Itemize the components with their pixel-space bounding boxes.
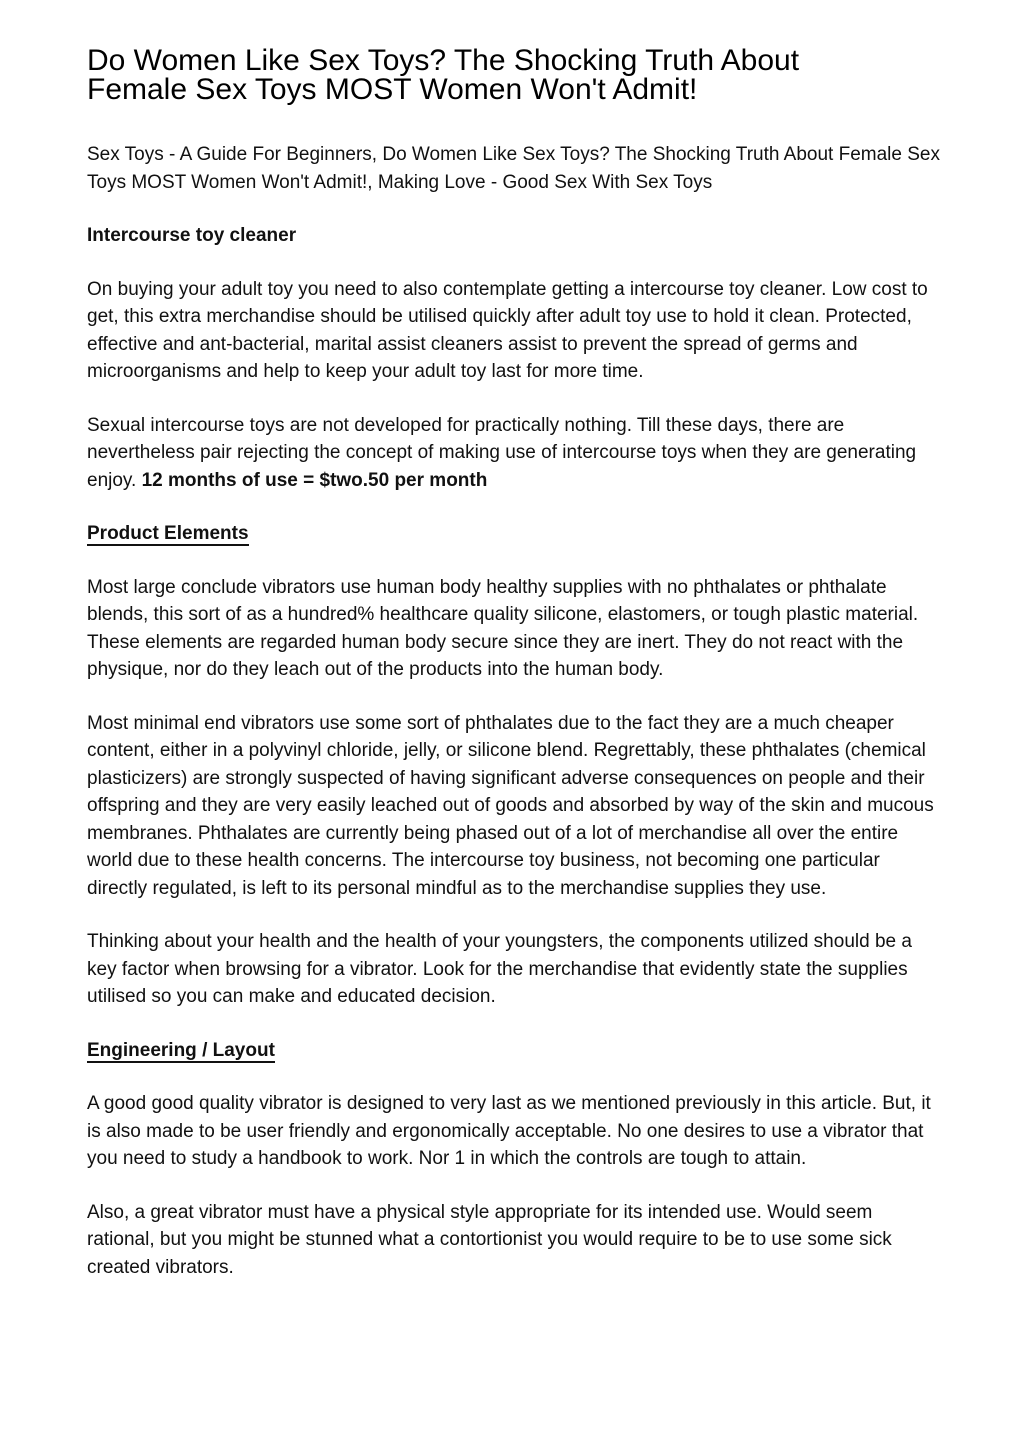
section-heading-cleaner: Intercourse toy cleaner — [87, 225, 297, 246]
paragraph: A good good quality vibrator is designed to very last as we mentioned previously in this article. But, it is also made to be user friendly and ergonomically acceptable. No one desires to use a vibrator that you need to study a handbook to work. Nor 1 in which the controls are tough to attain. — [87, 1093, 931, 1169]
paragraph: Most minimal end vibrators use some sort of phthalates due to the fact they are a much cheaper content, either in a polyvinyl chloride, jelly, or silicone blend. Regrettably, these phthalates (chemical plasticizers) are strongly suspected of having significant adverse consequences on people and their offspring and they are very easily leached out of goods and absorbed by way of the skin and mucous membranes. Phthalates are currently being phased out of a lot of merchandise all over the entire world due to these health concerns. The intercourse toy business, not becoming one particular directly regulated, is left to its personal mindful as to the merchandise supplies they use. — [87, 712, 934, 899]
paragraph: Thinking about your health and the health of your youngsters, the components utilized should be a key factor when browsing for a vibrator. Look for the merchandise that evidently state the supplies utilised so you can make and educated decision. — [87, 931, 912, 1007]
document-subtitle: Sex Toys - A Guide For Beginners, Do Women Like Sex Toys? The Shocking Truth About Female Sex Toys MOST Women Won't Admit!, Making Love - Good Sex With Sex Toys — [87, 144, 940, 193]
paragraph-text: Sexual intercourse toys are not developed for practically nothing. Till these days, there are nevertheless pair rejecting the concept of making use of intercourse toys when they are generating enjoy. — [87, 414, 917, 491]
section-heading-product-elements — [87, 520, 944, 548]
document-title — [87, 46, 944, 104]
section-heading-text: Engineering / Layout — [87, 1039, 275, 1061]
title-line-2: Female Sex Toys MOST Women Won't Admit! — [87, 73, 698, 106]
section-heading-engineering-layout — [87, 1037, 944, 1065]
paragraph: Also, a great vibrator must have a physical style appropriate for its intended use. Would seem rational, but you might be stunned what a contortionist you would require to be to use some sick created vibrators. — [87, 1201, 892, 1278]
section-heading-text: Product Elements — [87, 523, 249, 544]
title-line-1: Do Women Like Sex Toys? The Shocking Truth About — [87, 44, 800, 77]
paragraph: Most large conclude vibrators use human body healthy supplies with no phthalates or phthalate blends, this sort of as a hundred% healthcare quality silicone, elastomers, or tough plastic material. These elements are regarded human body secure since they are inert. They do not react with the physique, nor do they leach out of the products into the human body. — [87, 576, 919, 680]
paragraph-with-emphasis — [87, 412, 944, 495]
paragraph: On buying your adult toy you need to also contemplate getting a intercourse toy cleaner. Low cost to get, this extra merchandise should be utilised quickly after adult toy use to hold it clean. Protected, effective and ant-bacterial, marital assist cleaners assist to prevent the spread of germs and microorganisms and help to keep your adult toy last for more time. — [87, 278, 928, 382]
bold-emphasis: 12 months of use = $two.50 per month — [141, 469, 488, 491]
